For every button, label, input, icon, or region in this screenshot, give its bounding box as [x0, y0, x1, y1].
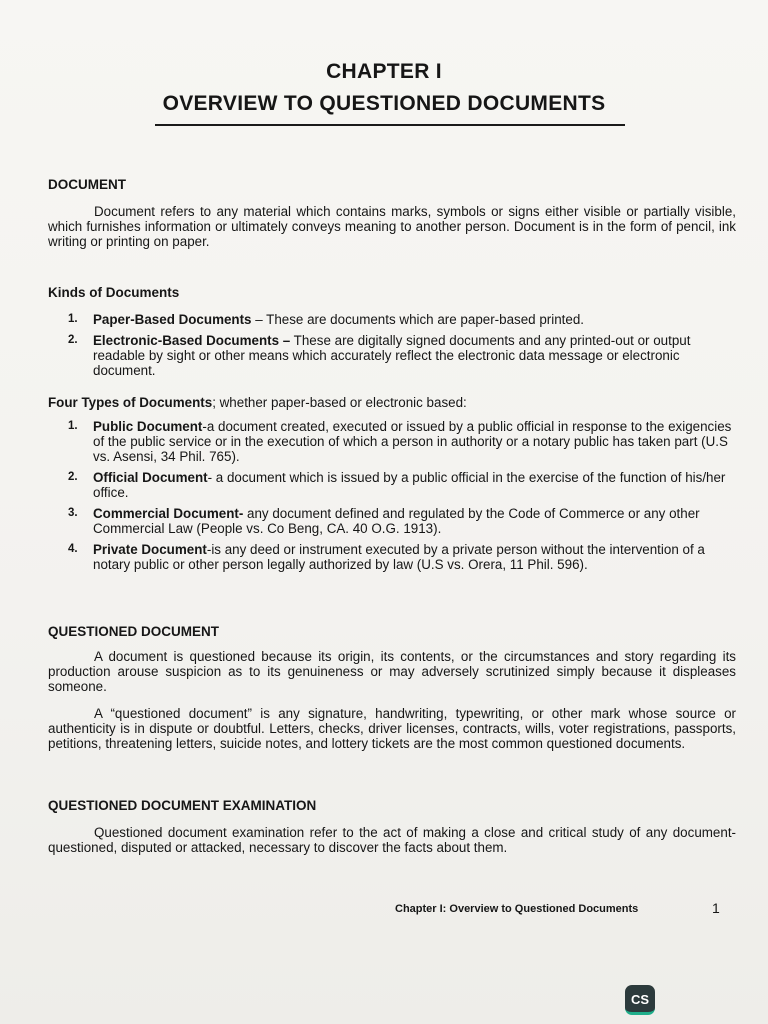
list-number: 2.: [68, 334, 78, 346]
list-text: -is any deed or instrument executed by a private person without the intervention of a notary public or other person legally authorized by law (U.S vs. Orera, 11 Phil. 596).: [93, 542, 705, 572]
four-types-heading-rest: ; whether paper-based or electronic based:: [212, 395, 467, 410]
list-item: [68, 542, 736, 572]
list-number: 4.: [68, 543, 78, 555]
scanner-app-badge[interactable]: CS: [625, 985, 655, 1015]
kinds-list: [68, 312, 736, 384]
chapter-subtitle: OVERVIEW TO QUESTIONED DOCUMENTS: [162, 92, 606, 115]
list-item: [68, 419, 736, 464]
examination-heading: QUESTIONED DOCUMENT EXAMINATION: [48, 798, 317, 813]
footer-chapter-label: Chapter I: Overview to Questioned Documents: [395, 903, 639, 915]
list-item: [68, 470, 736, 500]
list-term: Official Document: [93, 470, 208, 485]
examination-paragraph: Questioned document examination refer to the act of making a close and critical study of any document-questioned, disputed or attacked, necessary to discover the facts about them.: [48, 825, 736, 855]
list-term: Private Document: [93, 542, 207, 557]
list-text: – These are documents which are paper-based printed.: [251, 312, 584, 327]
list-item: [68, 506, 736, 536]
list-item: [68, 312, 736, 327]
list-term: Paper-Based Documents: [93, 312, 252, 327]
questioned-paragraph-1: A document is questioned because its origin, its contents, or the circumstances and story regarding its production arouse suspicion as to its genuineness or may adversely scrutinized simply because it displeases someone.: [48, 649, 736, 694]
chapter-title: CHAPTER I: [326, 60, 442, 83]
list-text: any document defined and regulated by the Code of Commerce or any other Commercial Law (People vs. Co Beng, CA. 40 O.G. 1913).: [93, 506, 700, 536]
page-number: 1: [712, 900, 720, 916]
document-heading: DOCUMENT: [48, 177, 126, 192]
questioned-paragraph-2: A “questioned document” is any signature, handwriting, typewriting, or other mark whose source or authenticity is in dispute or doubtful. Letters, checks, driver licenses, contracts, wills, voter registrations, passports, petitions, threatening letters, suicide notes, and lottery tickets are the most common questioned documents.: [48, 706, 736, 751]
list-text: - a document which is issued by a public official in the exercise of the function of his/her office.: [93, 470, 726, 500]
four-types-heading: [48, 395, 736, 410]
four-types-heading-bold: Four Types of Documents: [48, 395, 213, 410]
four-types-list: [68, 419, 736, 578]
list-term: Public Document: [93, 419, 203, 434]
list-text: -a document created, executed or issued by a public official in response to the exigencies of the public service or in the execution of which a person in authority or a notary public has taken part (U.S vs. Asensi, 34 Phil. 765).: [93, 419, 732, 464]
document-paragraph: Document refers to any material which contains marks, symbols or signs either visible or partially visible, which furnishes information or ultimately conveys meaning to another person. Document is in the form of pencil, ink writing or printing on paper.: [48, 204, 736, 249]
questioned-heading: QUESTIONED DOCUMENT: [48, 624, 220, 639]
list-number: 1.: [68, 313, 78, 325]
list-number: 1.: [68, 420, 78, 432]
list-term: Commercial Document-: [93, 506, 244, 521]
kinds-heading: Kinds of Documents: [48, 285, 180, 300]
list-item: [68, 333, 736, 378]
title-underline: [155, 124, 625, 126]
list-number: 2.: [68, 471, 78, 483]
list-term: Electronic-Based Documents –: [93, 333, 291, 348]
list-text: These are digitally signed documents and any printed-out or output readable by sight or other means which accurately reflect the electronic data message or electronic document.: [93, 333, 691, 378]
list-number: 3.: [68, 507, 78, 519]
